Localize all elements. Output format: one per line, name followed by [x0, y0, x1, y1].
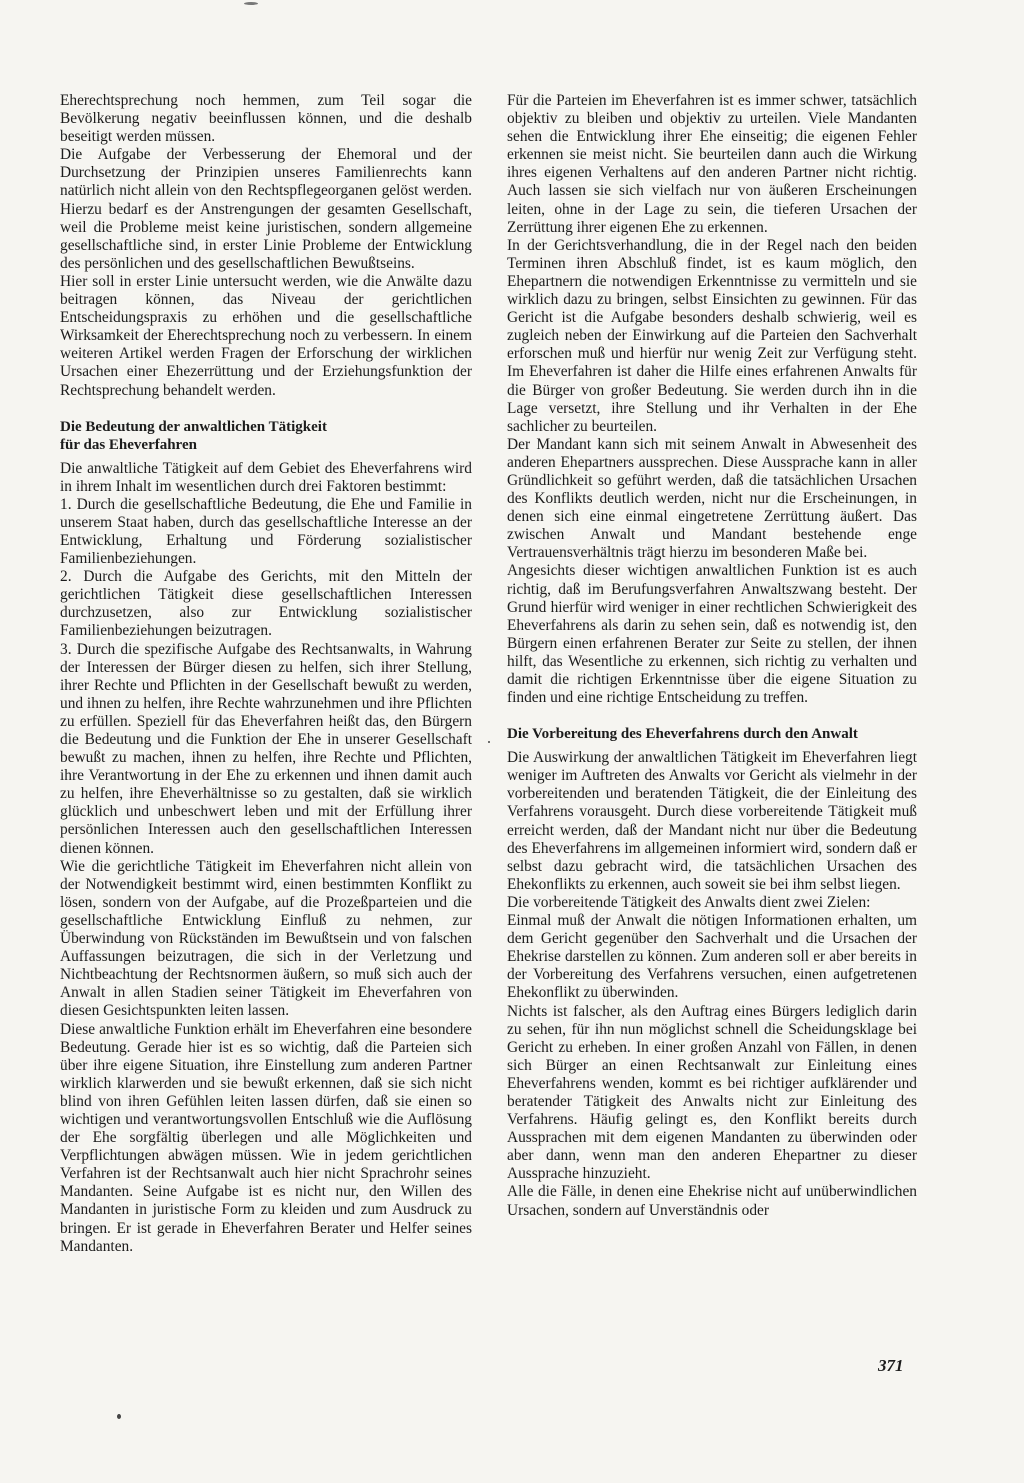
paragraph: Nichts ist falscher, als den Auftrag eines Bürgers lediglich darin zu sehen, für ihn nun möglichst schnell die Scheidungsklage bei Gericht zu erheben. In einer großen Anzahl von Fällen, in denen sich Bürger an einen Rechtsanwalt zur Einleitung eines Eheverfahrens wenden, kommt es bei richtiger aufklärender und beratender Tätigkeit des Anwalts nicht zur Einleitung des Verfahrens. Häufig gelingt es, den Konflikt bereits durch Aussprachen mit dem eigenen Mandanten zu überwinden oder aber dann, wenn man den anderen Ehepartner zu dieser Aussprache hinzuzieht.: [507, 1002, 917, 1183]
section-heading: [60, 418, 472, 454]
paragraph: Der Mandant kann sich mit seinem Anwalt in Abwesenheit des anderen Ehepartners aussprechen. Diese Aussprache kann in aller Gründlichkeit so geführt werden, daß die tatsächlichen Ursachen des Konflikts deutlich werden, nicht nur die Erscheinungen, in denen sich eine einmal eingetretene Zerrüttung äußert. Das zwischen Anwalt und Mandant bestehende enge Vertrauensverhältnis trägt hierzu im besonderen Maße bei.: [507, 435, 917, 562]
list-item: 2. Durch die Aufgabe des Gerichts, mit den Mitteln der gerichtlichen Tätigkeit diese gesellschaftlichen Interessen durchzusetzen, also zur Entwicklung sozialistischer Familienbeziehungen beizutragen.: [60, 568, 472, 640]
paragraph: Diese anwaltliche Funktion erhält im Eheverfahren eine besondere Bedeutung. Gerade hier ist es so wichtig, daß die Parteien sich über ihre eigene Situation, ihre Einstellung zum anderen Partner wirklich klarwerden und sie bewußt erkennen, daß sie sich nicht blind von ihren Gefühlen leiten lassen dürfen, daß sie einen so wichtigen und verantwortungsvollen Entschluß wie die Auflösung der Ehe sorgfältig überlegen und alle Möglichkeiten und Verpflichtungen abwägen müssen. Wie in jedem gerichtlichen Verfahren ist der Rechtsanwalt auch hier nicht Sprachrohr seines Mandanten. Seine Aufgabe ist es nicht nur, den Willen des Mandanten in juristische Form zu kleiden und zum Ausdruck zu bringen. Er ist gerade in Eheverfahren Berater und Helfer seines Mandanten.: [60, 1020, 472, 1255]
scan-speck: [488, 741, 490, 743]
paragraph: Die vorbereitende Tätigkeit des Anwalts dient zwei Zielen:: [507, 893, 871, 911]
scan-speck: [244, 2, 258, 5]
paragraph: Einmal muß der Anwalt die nötigen Informationen erhalten, um dem Gericht gegenüber den Sachverhalt und die Ursachen der Ehekrise darstellen zu können. Zum anderen soll er aber bereits in der Vorbereitung des Verfahrens versuchen, einen aufgetretenen Ehekonflikt zu überwinden.: [507, 912, 917, 1002]
paragraph: Hier soll in erster Linie untersucht werden, wie die Anwälte dazu beitragen können, das Niveau der gerichtlichen Entscheidungspraxis zu erhöhen und die gesellschaftliche Wirksamkeit der Eherechtsprechung noch zu verbessern. In einem weiteren Artikel werden Fragen der Erforschung der wirklichen Ursachen einer Ehezerrüttung und der Erziehungsfunktion der Rechtsprechung behandelt werden.: [60, 272, 472, 399]
list-item: 3. Durch die spezifische Aufgabe des Rechtsanwalts, in Wahrung der Interessen der Bürger diesen zu helfen, sich ihrer Stellung, ihrer Rechte und Pflichten in der Gesellschaft bewußt zu werden, und ihnen zu helfen, ihre Rechte wahrzunehmen und ihre Pflichten zu erfüllen. Speziell für das Eheverfahren heißt das, den Bürgern die Bedeutung und die Funktion der Ehe in unserer Gesellschaft bewußt zu machen, ihnen zu helfen, ihre Rechte und Pflichten, ihre Verantwortung in der Ehe zu erkennen und ihnen damit auch zu helfen, ihre Eheverhältnisse so zu gestalten, daß sie wirklich glücklich und unbeschwert leben und mit der Erfüllung ihrer persönlichen Interessen auch den gesellschaftlichen Interessen dienen können.: [60, 640, 472, 857]
paragraph: Eherechtsprechung noch hemmen, zum Teil sogar die Bevölkerung negativ beeinflussen können, und die deshalb beseitigt werden müssen.: [60, 92, 472, 146]
section-heading: Die Vorbereitung des Eheverfahrens durch den Anwalt: [507, 726, 858, 743]
page-number: 371: [878, 1356, 904, 1375]
scan-speck: [117, 1414, 121, 1419]
section-heading-line: für das Eheverfahren: [60, 436, 197, 453]
paragraph: Wie die gerichtliche Tätigkeit im Eheverfahren nicht allein von der Notwendigkeit bestimmt wird, einen bestimmten Konflikt zu lösen, sondern von der Aufgabe, auf die Prozeßparteien und die gesellschaftliche Entwicklung Einfluß zu nehmen, zur Überwindung von Rückständen im Bewußtsein und von falschen Auffassungen beizutragen, die sich in der Verletzung und Nichtbeachtung der Rechtsnormen äußern, so muß sich auch der Anwalt in allen Stadien seiner Tätigkeit im Eheverfahren von diesen Gesichtspunkten leiten lassen.: [60, 857, 472, 1020]
left-column: [60, 92, 472, 1256]
paragraph: Die anwaltliche Tätigkeit auf dem Gebiet des Eheverfahrens wird in ihrem Inhalt im wesentlichen durch drei Faktoren bestimmt:: [60, 459, 472, 495]
list-item: 1. Durch die gesellschaftliche Bedeutung, die Ehe und Familie in unserem Staat haben, durch das gesellschaftliche Interesse an der Entwicklung, Erhaltung und Förderung sozialistischer Familienbeziehungen.: [60, 495, 472, 568]
section-heading-line: Die Bedeutung der anwaltlichen Tätigkeit: [60, 418, 327, 435]
paragraph: Alle die Fälle, in denen eine Ehekrise nicht auf unüberwindlichen Ursachen, sondern auf Unverständnis oder: [507, 1183, 917, 1219]
paragraph: Die Aufgabe der Verbesserung der Ehemoral und der Durchsetzung der Prinzipien unseres Familienrechts kann natürlich nicht allein von den Rechtspflegeorganen gelöst werden. Hierzu bedarf es der Anstrengungen der gesamten Gesellschaft, weil die Probleme meist keine juristischen, sondern allgemeine gesellschaftliche sind, in erster Linie Probleme der Entwicklung des persönlichen und des gesellschaftlichen Bewußtseins.: [60, 146, 472, 272]
paragraph: Angesichts dieser wichtigen anwaltlichen Funktion ist es auch richtig, daß im Berufungsverfahren Anwaltszwang besteht. Der Grund hierfür wird weniger in einer rechtlichen Schwierigkeit des Eheverfahrens als darin zu sehen sein, daß es notwendig ist, den Bürgern einen erfahrenen Berater zur Seite zu stellen, der ihnen hilft, das Wesentliche zu erkennen, sich richtig zu verhalten und damit die richtigen Erkenntnisse über die eigene Situation zu finden und eine richtige Entscheidung zu treffen.: [507, 562, 917, 707]
right-column: [507, 92, 917, 1220]
paragraph: In der Gerichtsverhandlung, die in der Regel nach den beiden Terminen ihren Abschluß findet, ist es kaum möglich, den Ehepartnern die notwendigen Erkenntnisse zu vermitteln und sie wirklich dazu zu bringen, selbst Einsichten zu gewinnen. Für das Gericht ist die Aufgabe besonders deshalb schwierig, weil es zugleich neben der Einwirkung auf die Parteien den Sachverhalt erforschen muß und hierfür nur wenig Zeit zur Verfügung steht. Im Eheverfahren ist daher die Hilfe eines erfahrenen Anwalts für die Bürger von großer Bedeutung. Sie werden durch ihn in die Lage versetzt, ihre Stellung und ihr Verhalten in der Ehe sachlicher zu beurteilen.: [507, 236, 917, 435]
paragraph: Die Auswirkung der anwaltlichen Tätigkeit im Eheverfahren liegt weniger im Auftreten des Anwalts vor Gericht als vielmehr in der vorbereitenden und beratenden Tätigkeit, die der Einleitung des Verfahrens vorausgeht. Durch diese vorbereitende Tätigkeit muß erreicht werden, daß der Mandant nicht nur über die Bedeutung des Eheverfahrens im allgemeinen informiert wird, sondern daß er selbst dazu gebracht wird, die tatsächlichen Ursachen des Ehekonflikts zu erkennen, auch soweit sie bei ihm selbst liegen.: [507, 749, 917, 893]
paragraph: Für die Parteien im Eheverfahren ist es immer schwer, tatsächlich objektiv zu bleiben und objektiv zu urteilen. Viele Mandanten sehen die Entwicklung ihrer Ehe einseitig; die eigenen Fehler erkennen sie meist nicht. Sie beurteilen dann auch die Wirkung ihres eigenen Verhaltens auf den anderen Partner nicht richtig. Auch lassen sie sich vielfach nur von äußeren Erscheinungen leiten, ohne in der Lage zu sein, die tieferen Ursachen der Zerrüttung ihrer eigenen Ehe zu erkennen.: [507, 92, 917, 236]
